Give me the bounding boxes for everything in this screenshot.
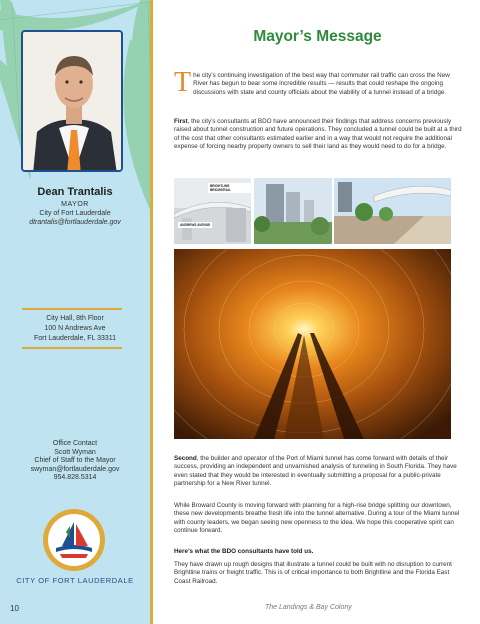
contact-role: Chief of Staff to the Mayor — [34, 457, 116, 464]
city-label: CITY OF FORT LAUDERDALE — [16, 576, 134, 585]
address-line: Fort Lauderdale, FL 33311 — [33, 335, 117, 342]
mayor-title: MAYOR — [61, 201, 89, 208]
divider — [22, 347, 122, 349]
contact-heading: Office Contact — [52, 440, 98, 447]
mayor-portrait — [21, 30, 123, 172]
contact-name: Scott Wyman — [54, 448, 96, 456]
sidebar — [0, 0, 150, 624]
sidebar-border — [150, 0, 153, 624]
article-paragraph: Second, the builder and operator of the Port of Miami tunnel has come forward with details of their success, providing an independent and unvarnished analysis of tunneling in South Florida. They have even stated that they would be interested in eventually submitting a proposal for a public-private partnership for a New River tunnel. — [174, 455, 457, 488]
article-subhead: Here’s what the BDO consultants have told us. — [174, 548, 314, 555]
photo-caption: BRIGHTLINE BRIDGE/RAIL — [208, 183, 251, 193]
photo-city-skyline — [254, 178, 332, 244]
city-seal-icon — [42, 508, 106, 572]
mayor-email-link[interactable]: dtrantalis@fortlauderdale.gov — [29, 219, 121, 226]
mayor-city: City of Fort Lauderdale — [39, 210, 111, 217]
photo-tunnel — [174, 249, 451, 439]
article-paragraph: First, the city’s consultants at BDO have announced their findings that address concerns previously raised about tunnel construction and future operations. They concluded a tunnel could be built at a third of the cost that other consultants estimated earlier and in a way that would not require the additional expense of forcing nearby property owners to sell their land as they would need to do for a bridge. — [174, 118, 462, 151]
photo-caption: ANDREWS AVENUE — [180, 223, 211, 227]
page-title: Mayor’s Message — [253, 28, 382, 45]
address-line: City Hall, 8th Floor — [46, 315, 104, 322]
photo-brightline-bridge — [174, 178, 251, 244]
page-number: 10 — [10, 604, 19, 613]
article-paragraph: They have drawn up rough designs that illustrate a tunnel could be built with no disruption to current Brightline trains or freight traffic. This is of critical importance to both Brightline and the Florida East Coast Railroad. — [174, 561, 452, 585]
page-footer: The Landings & Bay Colony — [265, 604, 352, 611]
drop-cap: T — [174, 67, 192, 98]
article-paragraph: The city’s continuing investigation of the best way that commuter rail traffic can cross the New River has begun to bear some incredible results — results that could reshape the ongoing discussions with state and county officials about the viability of a tunnel instead of a bridge. — [174, 67, 450, 98]
mayor-name: Dean Trantalis — [37, 186, 113, 198]
article-paragraph: While Broward County is moving forward with planning for a high-rise bridge splitting our downtown, these new developments breathe fresh life into the tunnel alternative. During a tour of the Miami tunnel with county leaders, we began seeing new openness to the idea. We hope this cooperative spirit can continue forward. — [174, 502, 460, 535]
contact-phone: 954.828.5314 — [53, 474, 97, 481]
divider — [22, 308, 122, 310]
contact-email-link[interactable]: swyman@fortlauderdale.gov — [30, 465, 120, 473]
address-line: 100 N Andrews Ave — [44, 325, 106, 332]
photo-promenade — [334, 178, 451, 244]
